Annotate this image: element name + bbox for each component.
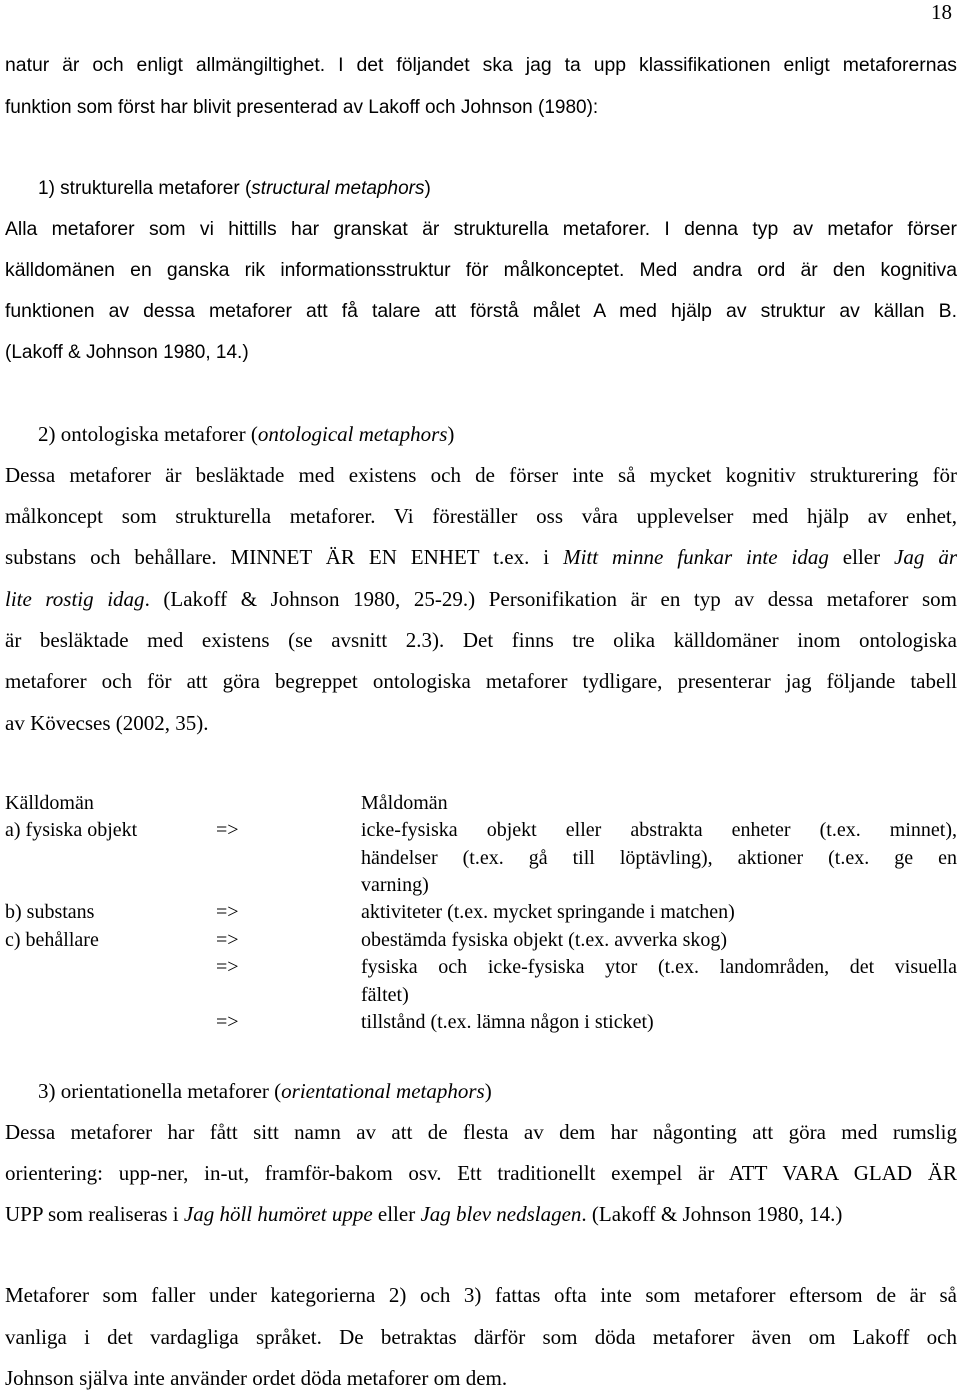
example-lite-rostig: lite rostig idag [5, 587, 145, 611]
table-row-a-arrow: => [216, 819, 239, 841]
section3-line-3-conj: eller [372, 1202, 421, 1226]
example-mitt-minne: Mitt minne funkar inte idag [563, 545, 829, 569]
table-row-d-target-1: fysiska och icke-fysiska ytor (t.ex. landområden, det visuella [361, 956, 957, 978]
table-row-c-target-1: obestämda fysiska objekt (t.ex. avverka skog) [361, 929, 728, 951]
section3-line-1: Dessa metaforer har fått sitt namn av att de flesta av dem har någonting att göra med rumslig [5, 1120, 957, 1144]
section2-heading-close: ) [447, 422, 455, 446]
closing-line-1: Metaforer som faller under kategorierna 2) och 3) fattas ofta inte som metaforer eftersom de är så [5, 1283, 957, 1307]
section2-line-4-text: . (Lakoff & Johnson 1980, 25-29.) Personifikation är en typ av dessa metaforer som [144, 587, 957, 611]
section2-line-3 [5, 545, 957, 569]
section1-heading [38, 177, 938, 201]
section3-line-2: orientering: upp-ner, in-ut, framför-bakom osv. Ett traditionellt exempel är ATT VARA GLAD ÄR [5, 1161, 957, 1185]
table-row-a-target-2: händelser (t.ex. gå till löptävling), aktioner (t.ex. ge en [361, 847, 957, 869]
closing-line-2: vanliga i det vardagliga språket. De betraktas därför som döda metaforer även om Lakoff och [5, 1325, 957, 1349]
section3-heading [38, 1079, 938, 1103]
section3-heading-text: 3) orientationella metaforer ( [38, 1079, 282, 1103]
table-row-e-arrow: => [216, 1011, 239, 1033]
section2-heading-text: 2) ontologiska metaforer ( [38, 422, 258, 446]
section3-line-3-text: UPP som realiseras i [5, 1202, 184, 1226]
section1-line-2: källdomänen en ganska rik informationsstruktur för målkonceptet. Med andra ord är den kognitiva [5, 259, 957, 281]
table-row-c-source: c) behållare [5, 929, 99, 951]
section1-line-1: Alla metaforer som vi hittills har granskat är strukturella metaforer. I denna typ av metafor förser [5, 218, 957, 240]
intro-line-1: natur är och enligt allmängiltighet. I det följandet ska jag ta upp klassifikationen enligt metaforernas [5, 54, 957, 76]
table-row-a-target-3: varning) [361, 874, 429, 896]
section2-line-7: av Kövecses (2002, 35). [5, 711, 209, 735]
table-row-d-arrow: => [216, 956, 239, 978]
table-row-b-target-1: aktiviteter (t.ex. mycket springande i matchen) [361, 901, 735, 923]
table-row-b-arrow: => [216, 901, 239, 923]
section3-heading-term: orientational metaphors [281, 1079, 485, 1103]
table-row-d-target-2: fältet) [361, 984, 409, 1006]
section1-heading-close: ) [424, 178, 431, 199]
page-number: 18 [931, 0, 952, 24]
table-row-a-source: a) fysiska objekt [5, 819, 138, 841]
section2-line-3-text: substans och behållare. MINNET ÄR EN ENHET t.ex. i [5, 545, 564, 569]
closing-line-3: Johnson själva inte använder ordet döda metaforer om dem. [5, 1366, 508, 1390]
section2-line-4 [5, 587, 957, 611]
section2-line-1: Dessa metaforer är besläktade med existens och de förser inte så mycket kognitiv strukturering för [5, 463, 957, 487]
example-nedslagen: Jag blev nedslagen [420, 1202, 582, 1226]
table-header-target: Måldomän [361, 792, 448, 814]
section2-line-3-conj: eller [828, 545, 895, 569]
section2-heading [38, 422, 938, 446]
section2-line-2: målkoncept som strukturella metaforer. Vi föreställer oss våra upplevelser med hjälp av enhet, [5, 504, 957, 528]
section3-heading-close: ) [484, 1079, 492, 1103]
section1-line-3: funktionen av dessa metaforer att få talare att förstå målet A med hjälp av struktur av källan B. [5, 300, 957, 322]
section2-heading-term: ontological metaphors [257, 422, 448, 446]
example-humoret-uppe: Jag höll humöret uppe [183, 1202, 373, 1226]
example-jag-ar: Jag är [894, 545, 957, 569]
section3-line-3-citation: . (Lakoff & Johnson 1980, 14.) [581, 1202, 843, 1226]
section1-heading-text: 1) strukturella metaforer ( [38, 178, 252, 199]
intro-line-2: funktion som först har blivit presenterad av Lakoff och Johnson (1980): [5, 97, 599, 118]
section1-heading-term: structural metaphors [251, 178, 425, 199]
section2-line-6: metaforer och för att göra begreppet ontologiska metaforer tydligare, presenterar jag följande tabell [5, 669, 957, 693]
table-row-e-target-1: tillstånd (t.ex. lämna någon i sticket) [361, 1011, 654, 1033]
section2-line-5: är besläktade med existens (se avsnitt 2.3). Det finns tre olika källdomäner inom ontologiska [5, 628, 957, 652]
table-row-a-target-1: icke-fysiska objekt eller abstrakta enheter (t.ex. minnet), [361, 819, 957, 841]
section3-line-3 [5, 1202, 957, 1226]
table-header-source: Källdomän [5, 792, 94, 814]
table-row-c-arrow: => [216, 929, 239, 951]
table-row-b-source: b) substans [5, 901, 95, 923]
section1-line-4: (Lakoff & Johnson 1980, 14.) [5, 342, 249, 363]
